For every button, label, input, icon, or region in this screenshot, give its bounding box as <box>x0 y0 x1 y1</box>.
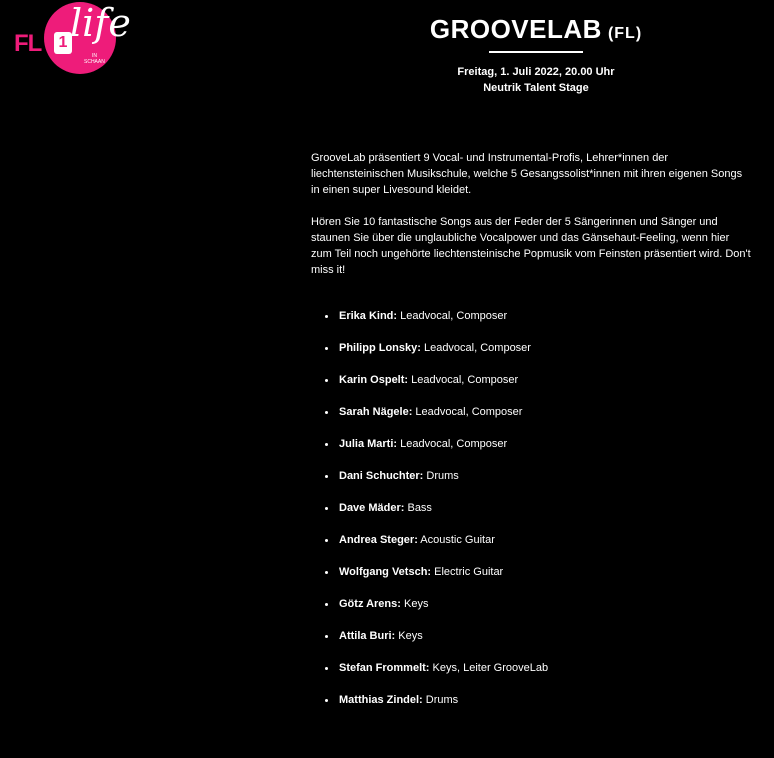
member-role: Keys <box>395 630 423 642</box>
bullet-icon <box>325 699 328 702</box>
event-country: (FL) <box>607 25 643 42</box>
bullet-icon <box>325 475 328 478</box>
bullet-icon <box>325 539 328 542</box>
logo-subline-2: SCHAAN <box>84 58 105 65</box>
member-role: Keys, Leiter GrooveLab <box>429 662 549 674</box>
member-name: Dani Schuchter: <box>339 470 424 482</box>
member-name: Matthias Zindel: <box>339 694 423 706</box>
event-header <box>0 14 774 53</box>
member-role: Leadvocal, Composer <box>408 374 519 386</box>
event-details <box>0 64 774 96</box>
list-item <box>311 340 751 372</box>
member-role: Drums <box>423 470 459 482</box>
list-item <box>311 660 751 692</box>
member-name: Andrea Steger: <box>339 534 418 546</box>
member-name: Sarah Nägele: <box>339 406 413 418</box>
member-name: Julia Marti: <box>339 438 398 450</box>
bullet-icon <box>325 635 328 638</box>
description-paragraph-1: GrooveLab präsentiert 9 Vocal- und Instrumental-Profis, Lehrer*innen der liechtensteinischen Musikschule, welche 5 Gesangssolist*innen mit ihren eigenen Songs in einen super Livesound kleidet. <box>311 152 743 196</box>
member-name: Attila Buri: <box>339 630 396 642</box>
bullet-icon <box>325 571 328 574</box>
list-item <box>311 500 751 532</box>
event-stage: Neutrik Talent Stage <box>483 82 589 94</box>
title-row <box>430 14 642 53</box>
bullet-icon <box>325 411 328 414</box>
member-name: Dave Mäder: <box>339 502 405 514</box>
list-item <box>311 628 751 660</box>
member-role: Acoustic Guitar <box>417 534 495 546</box>
bullet-icon <box>325 667 328 670</box>
list-item <box>311 564 751 596</box>
bullet-icon <box>325 603 328 606</box>
list-item <box>311 436 751 468</box>
member-role: Bass <box>404 502 432 514</box>
title-underline <box>489 51 583 53</box>
logo-subline-1: IN <box>92 53 97 59</box>
member-role: Leadvocal, Composer <box>420 342 531 354</box>
logo-word: life <box>70 1 131 45</box>
member-role: Leadvocal, Composer <box>397 438 508 450</box>
member-name: Götz Arens: <box>339 598 401 610</box>
event-description <box>311 150 751 724</box>
member-name: Philipp Lonsky: <box>339 342 421 354</box>
list-item <box>311 372 751 404</box>
list-item <box>311 308 751 340</box>
bullet-icon <box>325 379 328 382</box>
member-role: Drums <box>422 694 459 706</box>
list-item <box>311 692 751 724</box>
member-name: Stefan Frommelt: <box>339 662 430 674</box>
lineup-list <box>311 308 751 724</box>
bullet-icon <box>325 315 328 318</box>
list-item <box>311 468 751 500</box>
bullet-icon <box>325 347 328 350</box>
event-date: Freitag, 1. Juli 2022, 20.00 Uhr <box>457 66 615 78</box>
member-role: Leadvocal, Composer <box>397 310 508 322</box>
logo-prefix: FL <box>14 30 42 57</box>
member-role: Leadvocal, Composer <box>412 406 523 418</box>
member-role: Electric Guitar <box>431 566 504 578</box>
list-item <box>311 596 751 628</box>
bullet-icon <box>325 507 328 510</box>
description-paragraph-2: Hören Sie 10 fantastische Songs aus der Feder der 5 Sängerinnen und Sänger und staunen Sie über die unglaubliche Vocalpower und das Gänsehaut-Feeling, wenn hier zum Teil noch ungehörte liechtensteinische Popmusik vom Feinsten präsentiert wird. Don't miss it! <box>311 216 751 276</box>
member-name: Wolfgang Vetsch: <box>339 566 432 578</box>
member-role: Keys <box>400 598 429 610</box>
event-title: GROOVELAB <box>429 14 602 44</box>
bullet-icon <box>325 443 328 446</box>
list-item <box>311 404 751 436</box>
logo-number: 1 <box>54 32 72 54</box>
list-item <box>311 532 751 564</box>
member-name: Erika Kind: <box>339 310 398 322</box>
member-name: Karin Ospelt: <box>339 374 409 386</box>
